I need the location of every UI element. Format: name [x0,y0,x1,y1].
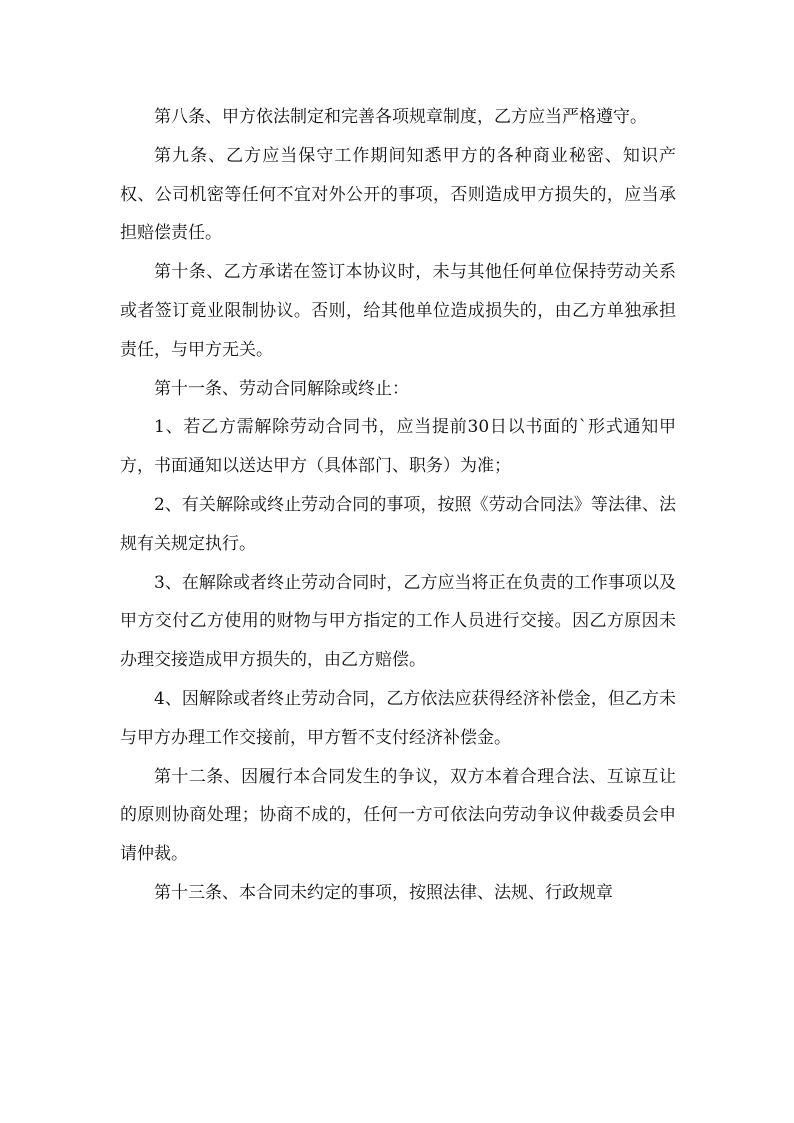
document-body [120,98,676,913]
paragraph-article-11-item-2: 2、有关解除或终止劳动合同的事项，按照《劳动合同法》等法律、法规有关规定执行。 [120,494,676,554]
paragraph-article-12: 第十二条、因履行本合同发生的争议，双方本着合理合法、互谅互让的原则协商处理；协商不成的，任何一方可依法向劳动争议仲裁委员会申请仲裁。 [120,766,676,865]
paragraph-article-11-item-4: 4、因解除或者终止劳动合同，乙方依法应获得经济补偿金，但乙方未与甲方办理工作交接前，甲方暂不支付经济补偿金。 [120,688,676,748]
paragraph-article-9: 第九条、乙方应当保守工作期间知悉甲方的各种商业秘密、知识产权、公司机密等任何不宜对外公开的事项，否则造成甲方损失的，应当承担赔偿责任。 [120,145,676,244]
paragraph-article-11-item-3: 3、在解除或者终止劳动合同时，乙方应当将正在负责的工作事项以及甲方交付乙方使用的财物与甲方指定的工作人员进行交接。因乙方原因未办理交接造成甲方损失的，由乙方赔偿。 [120,572,676,671]
paragraph-article-10: 第十条、乙方承诺在签订本协议时，未与其他任何单位保持劳动关系或者签订竟业限制协议。否则，给其他单位造成损失的，由乙方单独承担责任，与甲方无关。 [120,262,676,360]
paragraph-article-11-heading: 第十一条、劳动合同解除或终止： [154,378,409,399]
paragraph-article-8: 第八条、甲方依法制定和完善各项规章制度，乙方应当严格遵守。 [154,107,647,127]
paragraph-article-13: 第十三条、本合同未约定的事项，按照法律、法规、行政规章 [154,882,613,903]
paragraph-article-11-item-1: 1、若乙方需解除劳动合同书，应当提前30日以书面的`形式通知甲方，书面通知以送达甲方（具体部门、职务）为准； [120,417,676,477]
